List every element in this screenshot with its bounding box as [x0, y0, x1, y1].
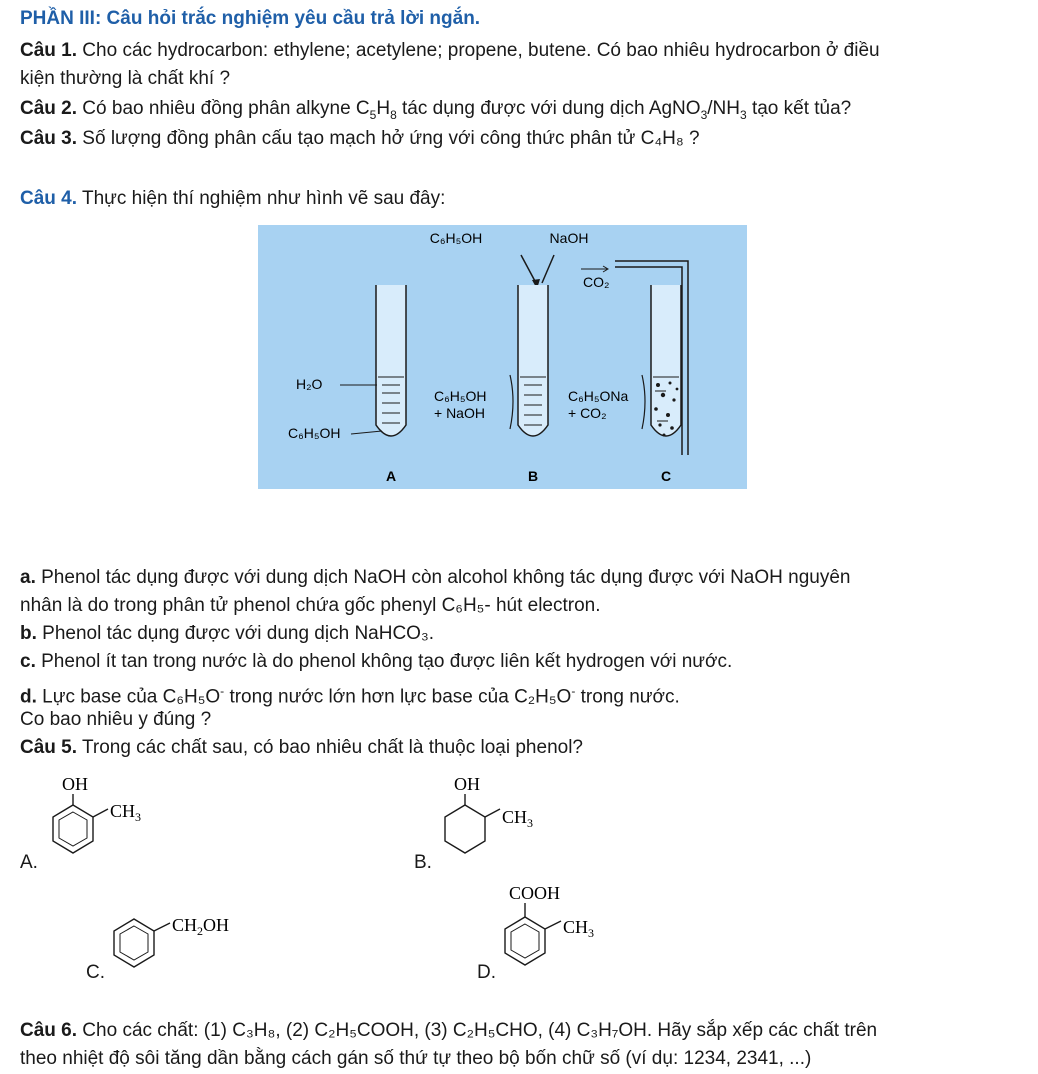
structure-a-oh: OH — [62, 774, 88, 794]
mix-b-line-2: + NaOH — [434, 405, 485, 421]
structure-b — [432, 765, 582, 880]
q6-text-1: Cho các chất: (1) C₃H₈, (2) C₂H₅COOH, (3) C₂H₅CHO, (4) C₃H₇OH. Hãy sắp xếp các chất trên — [77, 1020, 878, 1041]
q5-text: Trong các chất sau, có bao nhiêu chất là thuộc loại phenol? — [77, 737, 583, 758]
part-title: PHẦN III: Câu hỏi trắc nghiệm yêu cầu trả lời ngắn. — [20, 8, 481, 29]
q4-b-label: b. — [20, 623, 37, 644]
structure-c — [104, 905, 274, 985]
q4-label: Câu 4. — [20, 188, 78, 209]
q4-d-sup-2: - — [571, 684, 576, 698]
q2-text-pre: Có bao nhiêu đồng phân alkyne C — [77, 98, 370, 119]
structure-d — [495, 875, 645, 990]
q2-line — [20, 96, 1024, 128]
option-c-label: C. — [86, 962, 105, 983]
mix-b-line-1: C₆H₅OH — [434, 388, 487, 404]
option-b-label: B. — [414, 852, 432, 873]
q2-no3-sub: 3 — [700, 107, 708, 122]
q2-h-sub: 8 — [390, 107, 397, 122]
q4-d-label: d. — [20, 686, 37, 708]
q2-text-post: tạo kết tủa? — [746, 98, 852, 119]
tube-c-label: C — [660, 468, 672, 484]
q4-text: Thực hiện thí nghiệm như hình vẽ sau đây: — [77, 188, 446, 209]
structure-a-ch3: $CH_3$ — [110, 801, 142, 824]
q1-text-1: Cho các hydrocarbon: ethylene; acetylene; propene, butene. Có bao nhiêu hydrocarbon ở điều — [77, 40, 880, 61]
experiment-diagram — [258, 225, 747, 489]
water-label: H₂O — [296, 376, 323, 392]
q5-line — [20, 735, 1024, 761]
q6-text-2: theo nhiệt độ sôi tăng dần bằng cách gán số thứ tự theo bộ bốn chữ số (ví dụ: 1234, 2341, ...) — [20, 1048, 812, 1069]
q4-d-sup-1: - — [220, 684, 225, 698]
benzene-inner-d — [511, 924, 539, 958]
q2-h: H — [376, 98, 391, 119]
reagent-phenol-label: C₆H₅OH — [429, 230, 483, 246]
structure-c-ch2oh: $CH_2OH$ — [172, 915, 230, 938]
q2-text-mid: tác dụng được với dung dịch AgNO — [396, 98, 701, 119]
cyclohexane-ring-b — [445, 805, 485, 853]
phenol-label: C₆H₅OH — [288, 425, 341, 441]
structure-d-cooh: COOH — [509, 883, 561, 903]
structure-b-bond-ch3 — [485, 809, 500, 817]
option-a-label: A. — [20, 852, 38, 873]
mix-c-line-1: C₆H₅ONa — [568, 388, 629, 404]
brace-b — [510, 375, 513, 429]
q2-nh3-sub: 3 — [739, 107, 747, 122]
q3-line — [20, 126, 1024, 152]
benzene-inner-a — [59, 812, 87, 846]
q4-d-text-3: trong nước. — [575, 686, 680, 708]
q4-c-label: c. — [20, 651, 36, 672]
q4-statement-a-line-1 — [20, 565, 1024, 591]
q6-label: Câu 6. — [20, 1020, 78, 1041]
experiment-figure — [258, 225, 747, 489]
q4-c-text: Phenol ít tan trong nước là do phenol không tạo được liên kết hydrogen với nước. — [35, 651, 733, 672]
tube-a-label: A — [385, 468, 397, 484]
q4-statement-b — [20, 621, 1024, 647]
q2-c-sub: 5 — [369, 107, 377, 122]
q4-d-text-1: Lực base của C₆H₅O — [36, 686, 221, 708]
brace-c — [642, 375, 645, 429]
q1-label: Câu 1. — [20, 40, 78, 61]
q1-text-2: kiện thường là chất khí ? — [20, 68, 231, 89]
test-tube-c — [651, 285, 681, 436]
q3-label: Câu 3. — [20, 128, 78, 149]
structure-d-ch3: $CH_3$ — [563, 917, 595, 940]
q4-b-text: Phenol tác dụng được với dung dịch NaHCO₃. — [36, 623, 434, 644]
q1-line-1 — [20, 38, 1024, 64]
q4-a-text-1: Phenol tác dụng được với dung dịch NaOH còn alcohol không tác dụng được với NaOH nguyên — [35, 567, 851, 588]
structure-a-bond-ch3 — [93, 809, 108, 817]
structure-b-ch3: $CH_3$ — [502, 807, 534, 830]
q4-statement-d — [20, 678, 1024, 710]
q2-label: Câu 2. — [20, 98, 78, 119]
structure-d-bond-ch3 — [545, 921, 561, 929]
q2-nh: /NH — [707, 98, 740, 119]
co2-label: CO₂ — [583, 274, 610, 290]
q4-a-text-2: nhân là do trong phân tử phenol chứa gốc phenyl C₆H₅- hút electron. — [20, 595, 601, 616]
arrow-phenol — [521, 255, 536, 283]
q4-ask: Co bao nhiêu y đúng ? — [20, 709, 212, 730]
q4-a-label: a. — [20, 567, 36, 588]
phenol-pointer — [351, 431, 382, 434]
reagent-naoh-label: NaOH — [549, 230, 589, 246]
structure-a — [40, 765, 190, 880]
q5-label: Câu 5. — [20, 737, 78, 758]
q6-line-1 — [20, 1018, 1024, 1044]
test-tube-b — [518, 285, 548, 436]
benzene-inner-c — [120, 926, 148, 960]
mix-c-line-2: + CO₂ — [568, 405, 607, 421]
structure-c-bond — [154, 923, 170, 931]
q4-statement-c — [20, 649, 1024, 675]
q3-text: Số lượng đồng phân cấu tạo mạch hở ứng với công thức phân tử C₄H₈ ? — [77, 128, 700, 149]
option-d-label: D. — [477, 962, 496, 983]
q4-line — [20, 186, 1024, 212]
tube-b-label: B — [527, 468, 539, 484]
q4-d-text-2: trong nước lớn hơn lực base của C₂H₅O — [224, 686, 572, 708]
structure-b-oh: OH — [454, 774, 480, 794]
arrow-naoh — [542, 255, 554, 283]
